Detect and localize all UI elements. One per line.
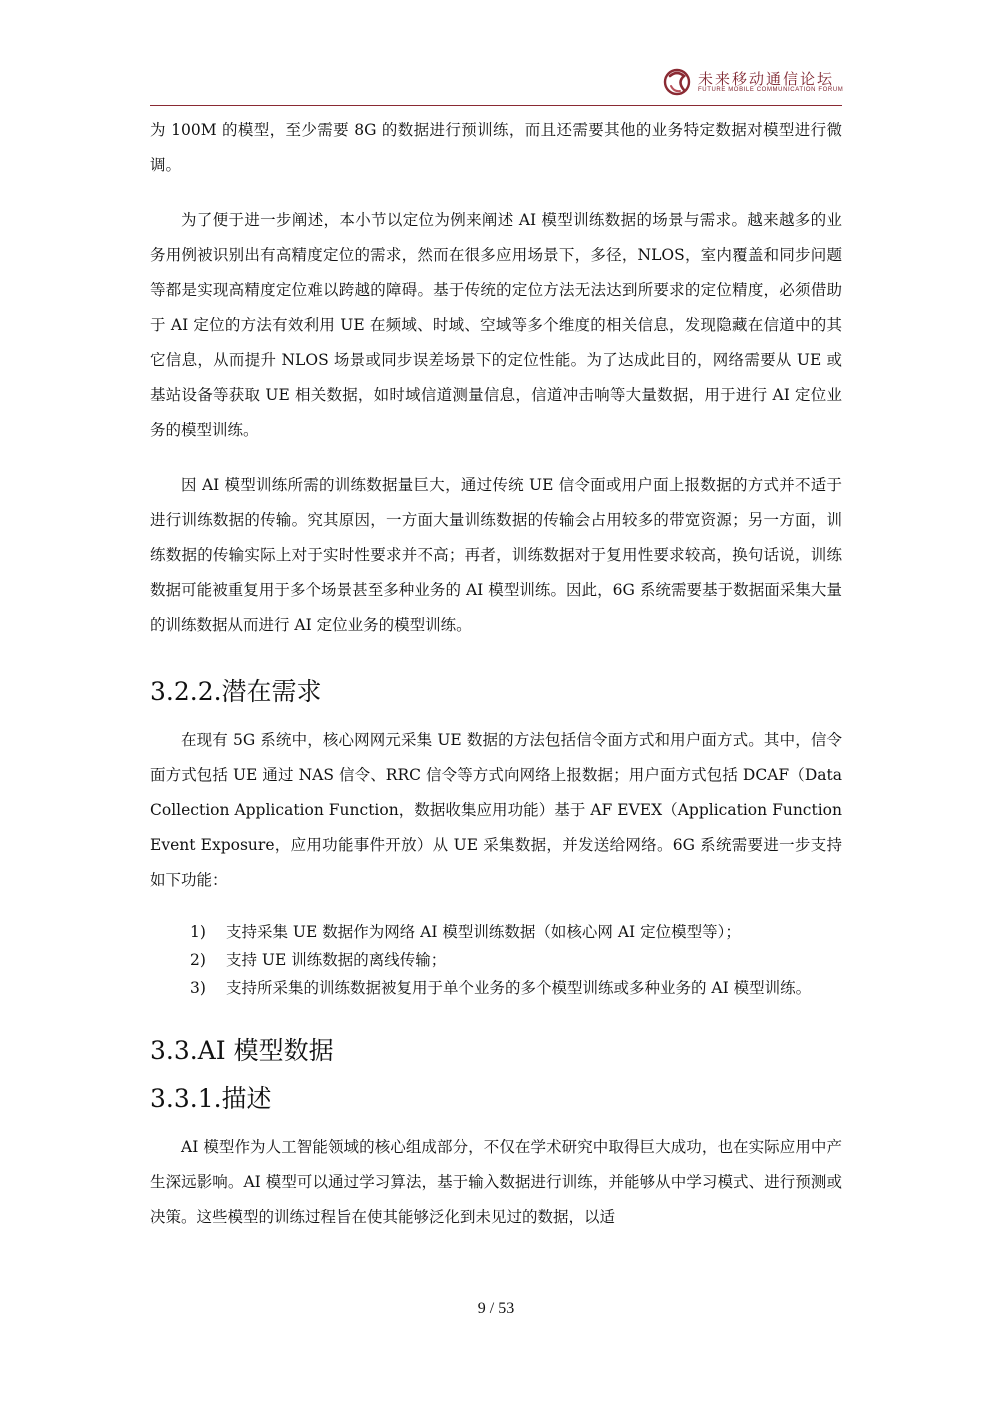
header-divider [150, 105, 842, 106]
list-item-text: 支持所采集的训练数据被复用于单个业务的多个模型训练或多种业务的 AI 模型训练。 [226, 979, 812, 997]
paragraph-ai-model-description: AI 模型作为人工智能领域的核心组成部分，不仅在学术研究中取得巨大成功，也在实际应用中产生深远影响。AI 模型可以通过学习算法，基于输入数据进行训练，并能够从中学习模式、进行预测或决策。这些模型的训练过程旨在使其能够泛化到未见过的数据，以适 [150, 1138, 842, 1226]
forum-logo [662, 62, 842, 102]
logo-english-name: FUTURE MOBILE COMMUNICATION FORUM [698, 87, 844, 93]
page-header [150, 62, 842, 106]
paragraph-training-data-transfer: 因 AI 模型训练所需的训练数据量巨大，通过传统 UE 信令面或用户面上报数据的方式并不适于进行训练数据的传输。究其原因，一方面大量训练数据的传输会占用较多的带宽资源；另一方面，训练数据的传输实际上对于实时性要求并不高；再者，训练数据对于复用性要求较高，换句话说，训练数据可能被重复用于多个场景甚至多种业务的 AI 模型训练。因此，6G 系统需要基于数据面采集大量的训练数据从而进行 AI 定位业务的模型训练。 [150, 476, 842, 634]
forum-logo-icon [662, 66, 692, 98]
requirements-list [150, 918, 842, 1002]
list-item-number: 2) [190, 951, 206, 969]
section-heading-3-3-1: 3.3.1.描述 [150, 1084, 272, 1113]
list-item [150, 918, 842, 946]
page-content [150, 113, 842, 1255]
logo-chinese-name: 未来移动通信论坛 [698, 70, 835, 88]
page-number: 9 / 53 [477, 1300, 515, 1317]
paragraph-positioning-scenario: 为了便于进一步阐述，本小节以定位为例来阐述 AI 模型训练数据的场景与需求。越来越多的业务用例被识别出有高精度定位的需求，然而在很多应用场景下，多径，NLOS，室内覆盖和同步问题等都是实现高精度定位难以跨越的障碍。基于传统的定位方法无法达到所要求的定位精度，必须借助于 AI 定位的方法有效利用 UE 在频域、时域、空域等多个维度的相关信息，发现隐藏在信道中的其它信息，从而提升 NLOS 场景或同步误差场景下的定位性能。为了达成此目的，网络需要从 UE 或基站设备等获取 UE 相关数据，如时域信道测量信息，信道冲击响等大量数据，用于进行 AI 定位业务的模型训练。 [150, 211, 842, 439]
list-item-number: 3) [190, 979, 206, 997]
paragraph-model-size: 为 100M 的模型，至少需要 8G 的数据进行预训练，而且还需要其他的业务特定数据对模型进行微调。 [150, 121, 842, 174]
list-item [150, 974, 842, 1002]
list-item-text: 支持采集 UE 数据作为网络 AI 模型训练数据（如核心网 AI 定位模型等）； [226, 923, 741, 941]
list-item [150, 946, 842, 974]
section-heading-3-2-2: 3.2.2.潜在需求 [150, 677, 322, 706]
paragraph-5g-data-collection: 在现有 5G 系统中，核心网网元采集 UE 数据的方法包括信令面方式和用户面方式。其中，信令面方式包括 UE 通过 NAS 信令、RRC 信令等方式向网络上报数据；用户面方式包括 DCAF（Data Collection Application Function，数据收集应用功能）基于 AF EVEX（Application Function Event Exposure，应用功能事件开放）从 UE 采集数据，并发送给网络。6G 系统需要进一步支持如下功能： [150, 731, 842, 889]
list-item-text: 支持 UE 训练数据的离线传输； [226, 951, 447, 969]
list-item-number: 1) [190, 923, 206, 941]
section-heading-3-3: 3.3.AI 模型数据 [150, 1036, 334, 1065]
